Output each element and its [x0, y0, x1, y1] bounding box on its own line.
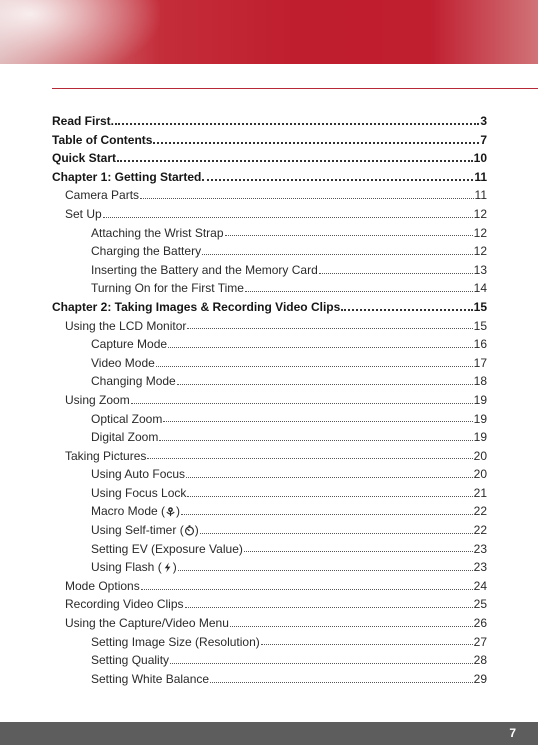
dot-leader: [153, 142, 479, 144]
toc-entry-title: Camera Parts: [65, 188, 140, 203]
toc-page-number: 20: [473, 448, 487, 463]
toc-subsection-entry[interactable]: [52, 242, 487, 261]
dot-leader: [141, 589, 473, 590]
toc-entry-title: Capture Mode: [91, 337, 168, 352]
toc-page-number: 12: [473, 225, 487, 240]
toc-section-entry[interactable]: [52, 391, 487, 410]
dot-leader: [159, 440, 472, 441]
toc-page-number: 7: [480, 132, 487, 147]
toc-subsection-entry[interactable]: [52, 502, 487, 521]
toc-subsection-entry[interactable]: [52, 428, 487, 447]
toc-page-number: 27: [473, 634, 487, 649]
toc-page-number: 18: [473, 374, 487, 389]
toc-entry-title: Inserting the Battery and the Memory Card: [91, 262, 318, 277]
toc-subsection-entry[interactable]: [52, 484, 487, 503]
toc-subsection-entry[interactable]: [52, 540, 487, 559]
toc-subsection-entry[interactable]: [52, 465, 487, 484]
dot-leader: [147, 458, 472, 459]
toc-subsection-entry[interactable]: [52, 354, 487, 373]
toc-entry-title: Using the Capture/Video Menu: [65, 616, 229, 631]
toc-section-entry[interactable]: [52, 577, 487, 596]
toc-subsection-entry[interactable]: [52, 670, 487, 689]
toc-page-number: 15: [473, 299, 487, 314]
toc-section-entry[interactable]: [52, 205, 487, 224]
dot-leader: [115, 123, 479, 125]
toc-subsection-entry[interactable]: [52, 651, 487, 670]
toc-entry-title: Set Up: [65, 206, 102, 221]
toc-entry-title: Changing Mode: [91, 374, 176, 389]
toc-subsection-entry[interactable]: [52, 261, 487, 280]
toc-page-number: 14: [473, 281, 487, 296]
toc-entry-title: Using Focus Lock: [91, 485, 187, 500]
toc-subsection-entry[interactable]: [52, 224, 487, 243]
toc-subsection-entry[interactable]: [52, 633, 487, 652]
toc-chapter-entry[interactable]: [52, 298, 487, 317]
toc-entry-title: Optical Zoom: [91, 411, 163, 426]
dot-leader: [186, 477, 473, 478]
dot-leader: [177, 384, 473, 385]
dot-leader: [181, 514, 473, 515]
toc-entry-title: Using Self-timer ( ): [91, 523, 199, 538]
toc-page-number: 23: [473, 541, 487, 556]
dot-leader: [103, 217, 473, 218]
toc-page-number: 15: [473, 318, 487, 333]
toc-page-number: 29: [473, 671, 487, 686]
toc-entry-title: Mode Options: [65, 578, 140, 593]
toc-page-number: 21: [473, 485, 487, 500]
flash-icon: [162, 560, 173, 574]
dot-leader: [225, 235, 473, 236]
toc-chapter-entry[interactable]: [52, 168, 487, 187]
table-of-contents: [52, 112, 487, 688]
dot-leader: [168, 347, 473, 348]
toc-page-number: 11: [474, 188, 487, 203]
toc-entry-title: Turning On for the First Time: [91, 281, 244, 296]
toc-subsection-entry[interactable]: [52, 279, 487, 298]
toc-page-number: 11: [474, 169, 487, 184]
toc-entry-title: Setting White Balance: [91, 671, 210, 686]
toc-page-number: 19: [473, 430, 487, 445]
toc-entry-title: Using the LCD Monitor: [65, 318, 187, 333]
toc-chapter-entry[interactable]: [52, 131, 487, 150]
dot-leader: [319, 273, 473, 274]
dot-leader: [245, 291, 473, 292]
toc-entry-title: Recording Video Clips: [65, 597, 184, 612]
toc-page-number: 22: [473, 504, 487, 519]
toc-page-number: 16: [473, 337, 487, 352]
toc-chapter-entry[interactable]: [52, 112, 487, 131]
dot-leader: [202, 179, 473, 181]
toc-page-number: 17: [473, 355, 487, 370]
toc-chapter-entry[interactable]: [52, 149, 487, 168]
self-timer-icon: [184, 523, 195, 537]
toc-page-number: 23: [473, 560, 487, 575]
toc-section-entry[interactable]: [52, 595, 487, 614]
toc-section-entry[interactable]: [52, 317, 487, 336]
toc-entry-title: Setting Image Size (Resolution): [91, 634, 260, 649]
toc-entry-title: Taking Pictures: [65, 448, 147, 463]
header-glow: [0, 0, 160, 80]
toc-page-number: 19: [473, 392, 487, 407]
toc-page-number: 22: [473, 523, 487, 538]
macro-flower-icon: [165, 504, 176, 518]
toc-page-number: 25: [473, 597, 487, 612]
dot-leader: [156, 366, 473, 367]
toc-entry-title: Using Flash ( ): [91, 560, 177, 575]
toc-entry-title: Attaching the Wrist Strap: [91, 225, 224, 240]
toc-section-entry[interactable]: [52, 447, 487, 466]
toc-entry-title: Table of Contents: [52, 132, 153, 147]
toc-entry-title: Digital Zoom: [91, 430, 159, 445]
toc-entry-title: Chapter 1: Getting Started: [52, 169, 202, 184]
toc-subsection-entry[interactable]: [52, 521, 487, 540]
toc-page-number: 12: [473, 244, 487, 259]
toc-page-number: 28: [473, 653, 487, 668]
toc-entry-title: Using Zoom: [65, 392, 130, 407]
toc-entry-title: Setting EV (Exposure Value): [91, 541, 243, 556]
toc-page-number: 13: [473, 262, 487, 277]
dot-leader: [117, 160, 473, 162]
dot-leader: [210, 682, 473, 683]
header-rule: [52, 88, 538, 89]
dot-leader: [202, 254, 473, 255]
dot-leader: [163, 421, 472, 422]
toc-entry-title: Chapter 2: Taking Images & Recording Video Clips: [52, 299, 341, 314]
toc-section-entry[interactable]: [52, 614, 487, 633]
toc-entry-title: Video Mode: [91, 355, 155, 370]
toc-subsection-entry[interactable]: [52, 372, 487, 391]
dot-leader: [187, 328, 472, 329]
dot-leader: [341, 309, 472, 311]
dot-leader: [140, 198, 474, 199]
page-number: 7: [509, 726, 516, 740]
toc-page-number: 3: [480, 114, 487, 128]
dot-leader: [185, 607, 473, 608]
dot-leader: [131, 403, 473, 404]
dot-leader: [187, 496, 472, 497]
toc-entry-title: Read First.: [52, 114, 115, 128]
toc-page-number: 26: [473, 616, 487, 631]
toc-page-number: 19: [473, 411, 487, 426]
toc-page-number: 12: [473, 206, 487, 221]
toc-subsection-entry[interactable]: [52, 410, 487, 429]
toc-page-number: 10: [473, 151, 487, 166]
toc-entry-title: Charging the Battery: [91, 244, 202, 259]
toc-entry-title: Macro Mode ( ): [91, 504, 181, 519]
toc-subsection-entry[interactable]: [52, 558, 487, 577]
toc-section-entry[interactable]: [52, 186, 487, 205]
toc-page-number: 20: [473, 467, 487, 482]
toc-entry-title: Quick Start: [52, 151, 117, 166]
dot-leader: [230, 626, 473, 627]
toc-page-number: 24: [473, 578, 487, 593]
toc-entry-title: Setting Quality: [91, 653, 170, 668]
footer-band: [0, 722, 538, 745]
dot-leader: [244, 551, 473, 552]
dot-leader: [178, 570, 473, 571]
dot-leader: [261, 644, 473, 645]
dot-leader: [170, 663, 473, 664]
toc-entry-title: Using Auto Focus: [91, 467, 186, 482]
dot-leader: [200, 533, 473, 534]
toc-subsection-entry[interactable]: [52, 335, 487, 354]
